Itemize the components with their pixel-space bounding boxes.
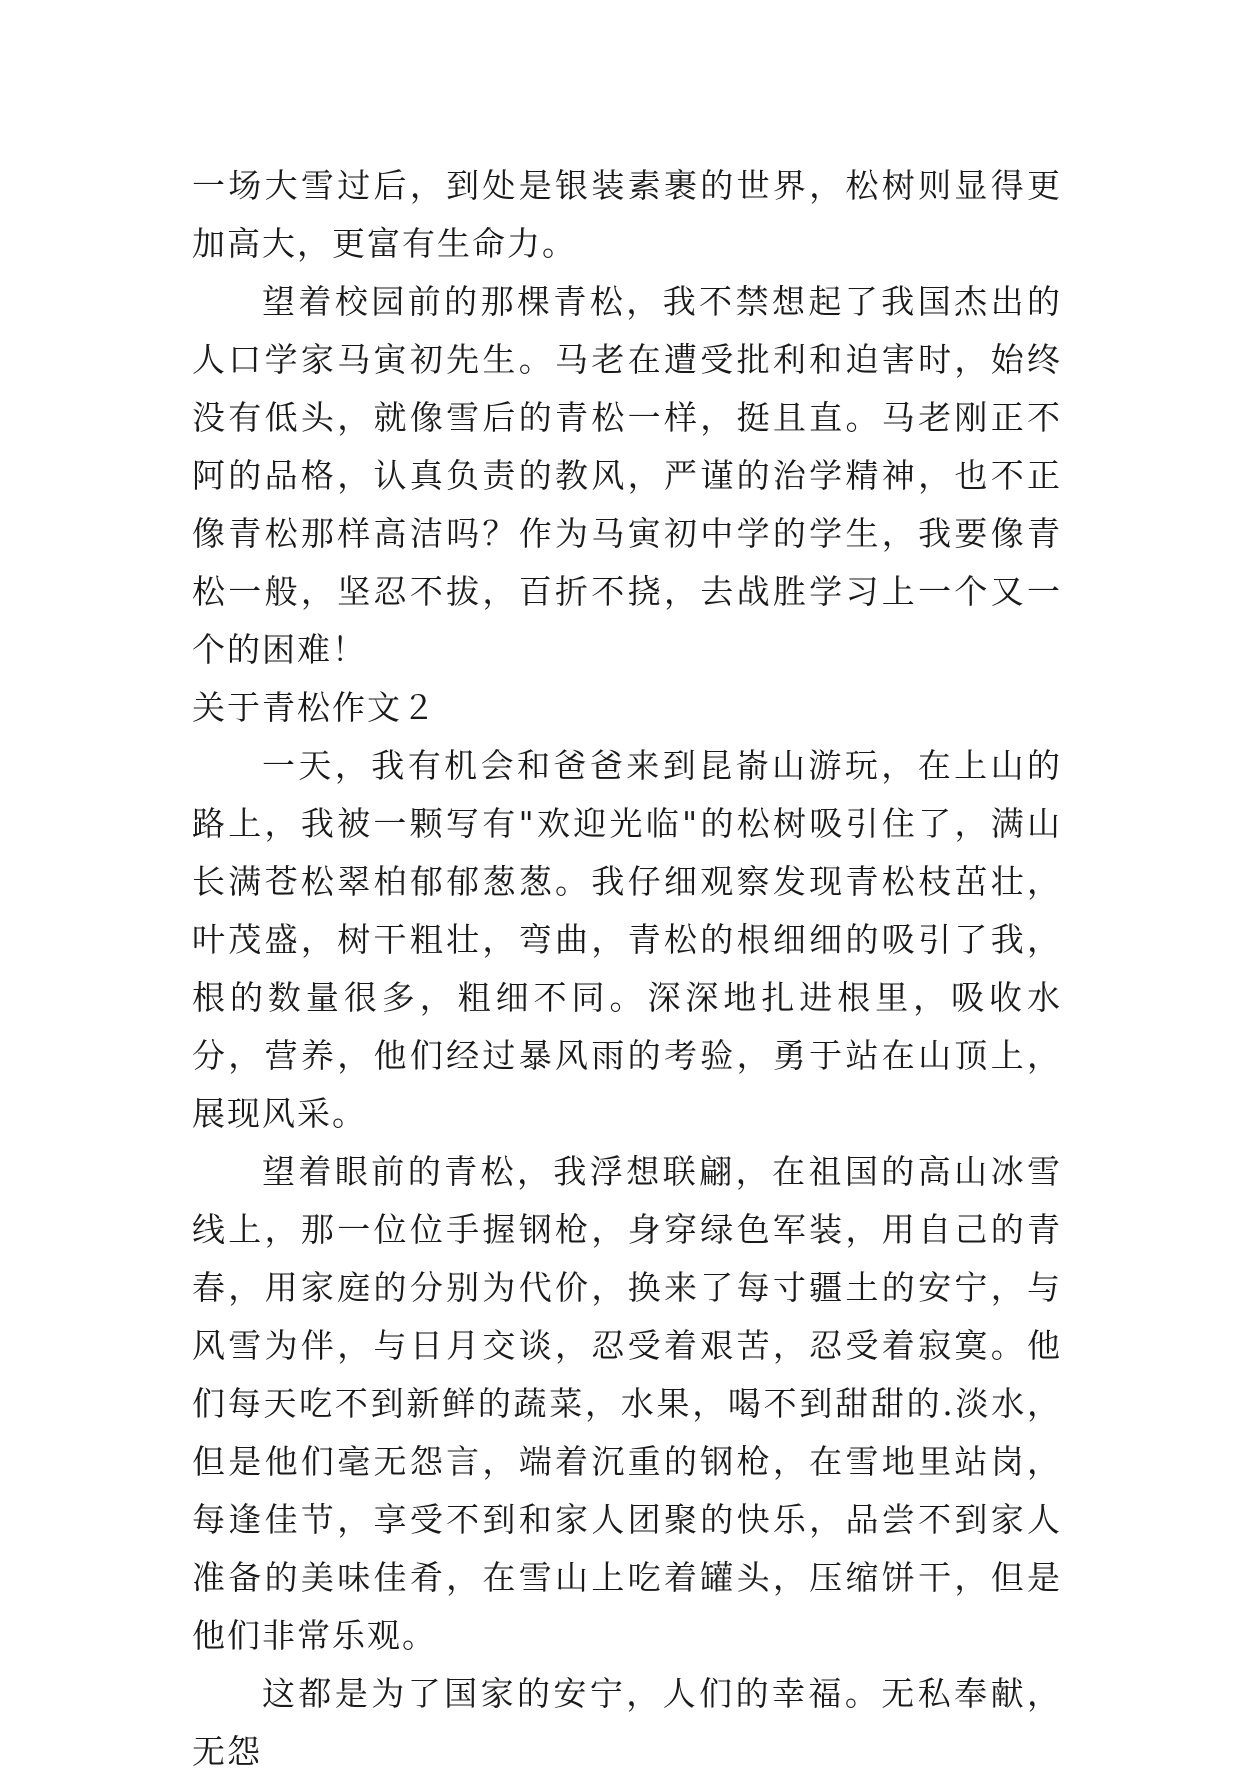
paragraph: 这都是为了国家的安宁，人们的幸福。无私奉献，无怨 — [192, 1674, 1062, 1771]
section-title: 关于青松作文２ — [192, 688, 437, 727]
document-page — [192, 157, 1062, 1781]
paragraph: 望着眼前的青松，我浮想联翩，在祖国的高山冰雪线上，那一位位手握钢枪，身穿绿色军装，用自己的青春，用家庭的分别为代价，换来了每寸疆土的安宁，与风雪为伴，与日月交谈，忍受着艰苦，忍受着寂寞。他们每天吃不到新鲜的蔬菜，水果，喝不到甜甜的.淡水，但是他们毫无怨言，端着沉重的钢枪，在雪地里站岗，每逢佳节，享受不到和家人团聚的快乐，品尝不到家人准备的美味佳肴，在雪山上吃着罐头，压缩饼干，但是他们非常乐观。 — [192, 1152, 1062, 1655]
paragraph: 一场大雪过后，到处是银装素裹的世界，松树则显得更加高大，更富有生命力。 — [192, 166, 1062, 263]
paragraph: 望着校园前的那棵青松，我不禁想起了我国杰出的人口学家马寅初先生。马老在遭受批利和迫害时，始终没有低头，就像雪后的青松一样，挺且直。马老刚正不阿的品格，认真负责的教风，严谨的治学精神，也不正像青松那样高洁吗？作为马寅初中学的学生，我要像青松一般，坚忍不拔，百折不挠，去战胜学习上一个又一个的困难！ — [192, 282, 1062, 669]
paragraph: 一天，我有机会和爸爸来到昆嵛山游玩，在上山的路上，我被一颗写有"欢迎光临"的松树吸引住了，满山长满苍松翠柏郁郁葱葱。我仔细观察发现青松枝茁壮，叶茂盛，树干粗壮，弯曲，青松的根细细的吸引了我，根的数量很多，粗细不同。深深地扎进根里，吸收水分，营养，他们经过暴风雨的考验，勇于站在山顶上，展现风采。 — [192, 746, 1062, 1133]
